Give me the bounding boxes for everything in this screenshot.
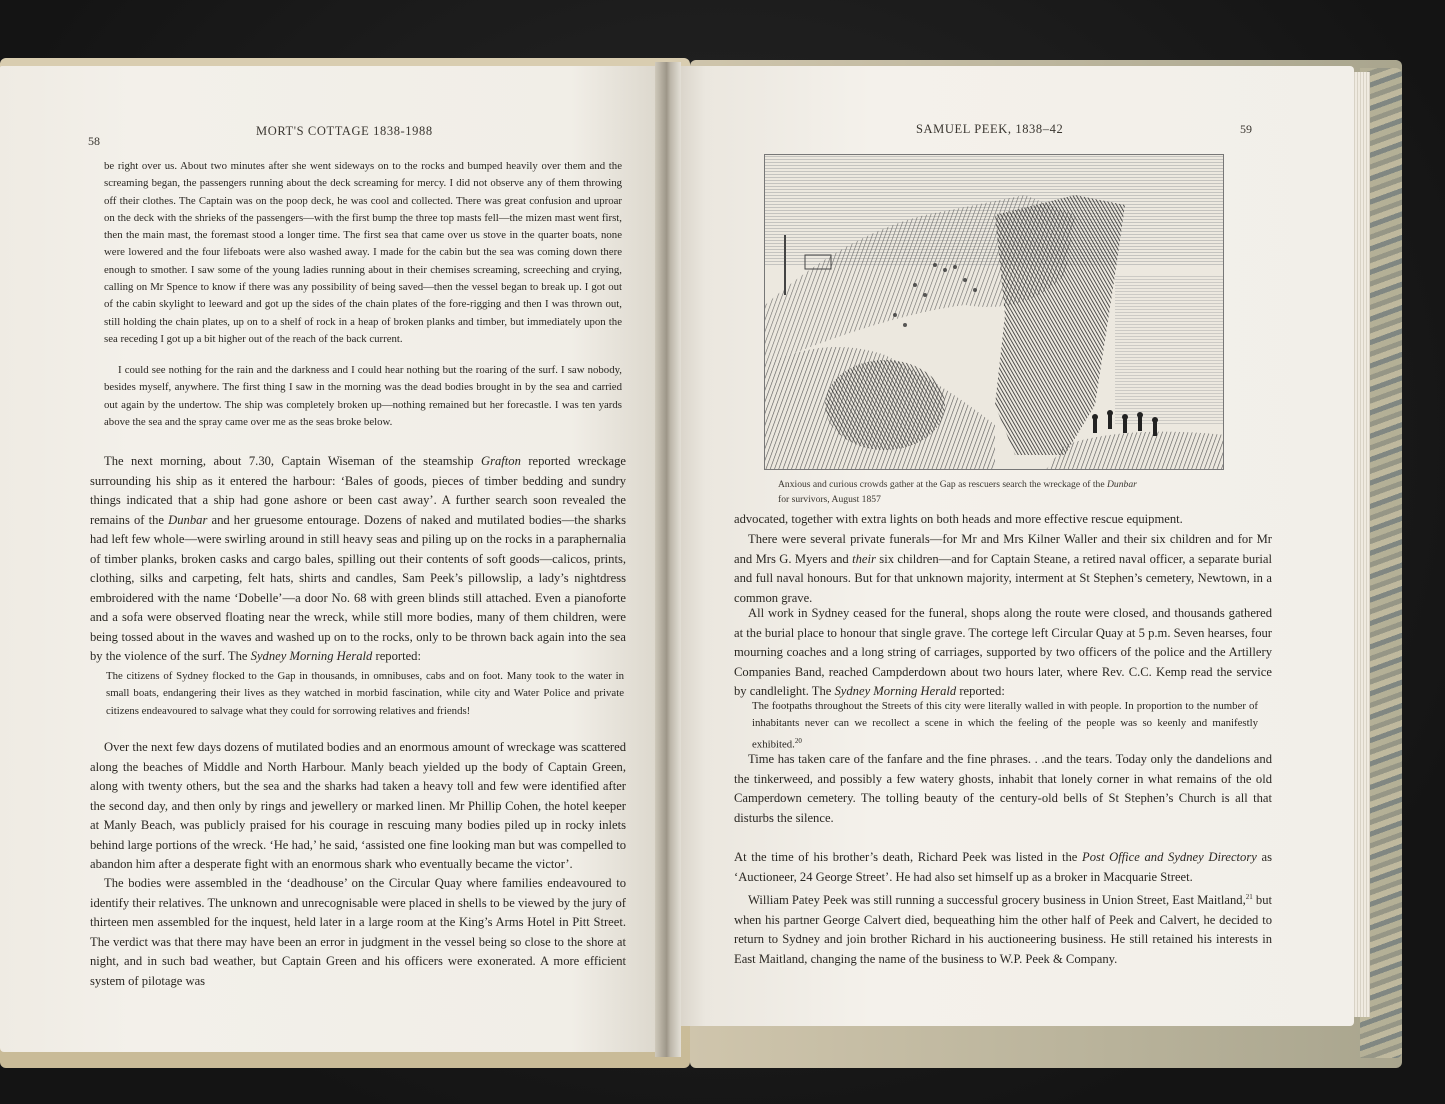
paragraph-william-patey-peek: William Patey Peek was still running a successful grocery business in Union Street, East Maitland,$^{21}$ but when his partner George Calvert died, bequeathing him the other half of Peek and Calvert, he decided to return to Sydney and join brother Richard in his auctioneering business. He still retained his interests in East Maitland, changing the name of the business to W.P. Peek & Company. bbox=[734, 893, 1272, 966]
paragraph-deadhouse: The bodies were assembled in the ‘deadhouse’ on the Circular Quay where families endeavoured to identify their relatives. The unknown and unrecognisable were placed in shells to be viewed by the jury of thirteen men assembled for the inquest, held later in a large room at the King’s Arms Hotel in Pitt Street. The verdict was that there may have been an error in judgment in the vessel being so close to the shore at night, and in such bad weather, but Captain Green and his officers were exonerated. A more efficient system of pilotage was bbox=[90, 876, 626, 988]
right-page bbox=[664, 66, 1354, 1026]
left-page-number: 58 bbox=[88, 134, 100, 148]
book-gutter bbox=[655, 62, 681, 1057]
extract-citizens-gap: The citizens of Sydney flocked to the Gap in thousands, in omnibuses, cabs and on foot. Many took to the water in small boats, endangering their lives as they watched in morbid fascination, while city and Water Police and private citizens endeavoured to salvage what they could for sorrowing relatives and friends! bbox=[106, 670, 624, 717]
paragraph-next-morning: The next morning, about 7.30, Captain Wiseman of the steamship Grafton reported wreckage surrounding his ship as it entered the harbour: ‘Bales of goods, pieces of timber bedding and sundry things indicated that a ship had gone ashore or been cast away’. A further search soon revealed the remains of the Dunbar and her gruesome entourage. Dozens of naked and mutilated bodies—the sharks had left few whole—were swirling around in still heavy seas and piling up on the rocks in a paraphernalia of timber planks, broken casks and cargo bales, spilling out their contents of soft goods—calicos, prints, clothing, silks and carpeting, felt hats, shirts and candles, Sam Peek’s pillowslip, a lady’s nightdress embroidered with the name ‘Dobelle’—a door No. 68 with green blinds still attached. Even a pianoforte and a sofa were observed floating near the wreck, while still more bodies, many of them children, were being tossed about in the waves and washed up on to the rocks, only to be thrown back again into the sea by the violence of the surf. The Sydney Morning Herald reported: bbox=[90, 454, 627, 663]
left-running-head: MORT'S COTTAGE 1838-1988 bbox=[256, 124, 433, 138]
paragraph-advocated: advocated, together with extra lights on both heads and more effective rescue equipment. bbox=[734, 512, 1183, 526]
extract-survivor-account-1: be right over us. About two minutes after she went sideways on to the rocks and bumped heavily over them and the screaming began, the passengers running about the deck screaming for mercy. I did not observe any of them throwing off their clothes. The Captain was on the poop deck, he was cool and collected. There was great confusion and uproar on the deck with the shrieks of the passengers—with the first bump the three top masts fell—the mizen mast went first, then the main mast, the foremast stood a longer time. The first sea that came over us stove in the quarter boats, none were lowered and the four lifeboats were also washed away. I made for the cabin but the sea was coming down there enough to smother. I saw some of the young ladies running about in their chemises screaming, screeching and crying, calling on Mr Spence to know if there was any possibility of being saved—then the vessel began to break up. I got out of the cabin skylight to leeward and got up the sides of the chain plates of the fore-rigging and then I was thrown out, still holding the chain plates, up on to a shelf of rock in a heap of broken planks and timber, but immediately upon the sea receding I got up a bit higher out of the reach of the back current. bbox=[104, 160, 622, 345]
right-running-head: SAMUEL PEEK, 1838–42 bbox=[916, 122, 1064, 136]
paragraph-private-funerals: There were several private funerals—for Mr and Mrs Kilner Waller and their six children and for Mr and Mrs G. Myers and their six children—and for Captain Steane, a retired naval officer, a separate burial and full naval honours. But for that unknown majority, interment at St Stephen’s cemetery, Newtown, in a common grave. bbox=[734, 532, 1272, 605]
extract-footpaths: The footpaths throughout the Streets of this city were literally walled in with people. In proportion to the number of inhabitants never can we recollect a scene in which the feeling of the people was so keenly and manifestly exhibited.$^{20}$ bbox=[752, 700, 1258, 751]
paragraph-next-few-days: Over the next few days dozens of mutilated bodies and an enormous amount of wreckage was scattered along the beaches of Middle and North Harbour. Manly beach yielded up the body of Captain Green, along with twenty others, but the sea and the sharks had taken a heavy toll and few were identified after the second day, and then only by rings and jewellery or marked linen. Mr Phillip Cohen, the hotel keeper at Manly Beach, was publicly praised for his courage in rescuing many bodies piled up in rocky inlets behind large portions of the wreck. ‘He had,’ he said, ‘assisted one fine looking man but was compelled to abandon him after a desperate fight with an enormous shark who eventually became the victor’. bbox=[90, 740, 626, 871]
paragraph-work-ceased: All work in Sydney ceased for the funeral, shops along the route were closed, and thousands gathered at the burial place to honour that single grave. The cortege left Circular Quay at 5 p.m. Seven hearses, four mourning coaches and a long string of carriages, supported by two officers of the police and the Artillery Companies Band, reached Campderdown about two hours later, where Rev. C.C. Kemp read the service by candlelight. The Sydney Morning Herald reported: bbox=[734, 606, 1272, 698]
left-page bbox=[0, 66, 672, 1052]
figure-caption: Anxious and curious crowds gather at the Gap as rescuers search the wreckage of the Dunbar for survivors, August 1857 bbox=[778, 479, 1137, 505]
paragraph-brothers-death: At the time of his brother’s death, Richard Peek was listed in the Post Office and Sydney Directory as ‘Auctioneer, 24 George Street’. He had also set himself up as a broker in Macquarie Street. bbox=[734, 850, 1272, 884]
paragraph-time-taken-care: Time has taken care of the fanfare and the fine phrases. . .and the tears. Today only the dandelions and the tinkerweed, and possibly a few watery ghosts, inhabit that lonely corner in what remains of the old Camperdown cemetery. The tolling beauty of the century-old bells of St Stephen’s Church is all that disturbs the silence. bbox=[734, 752, 1272, 825]
engraving-illustration bbox=[765, 155, 1224, 470]
right-page-number: 59 bbox=[1240, 122, 1252, 136]
dunbar-wreck-engraving bbox=[764, 154, 1224, 470]
extract-survivor-account-2: I could see nothing for the rain and the darkness and I could hear nothing but the roaring of the surf. I saw nobody, besides myself, anywhere. The first thing I saw in the morning was the dead bodies brought in by the sea and carried out again by the undertow. The ship was completely broken up—nothing remained but her forecastle. I was ten yards above the sea and the spray came over me as the seas broke below. bbox=[104, 364, 622, 428]
